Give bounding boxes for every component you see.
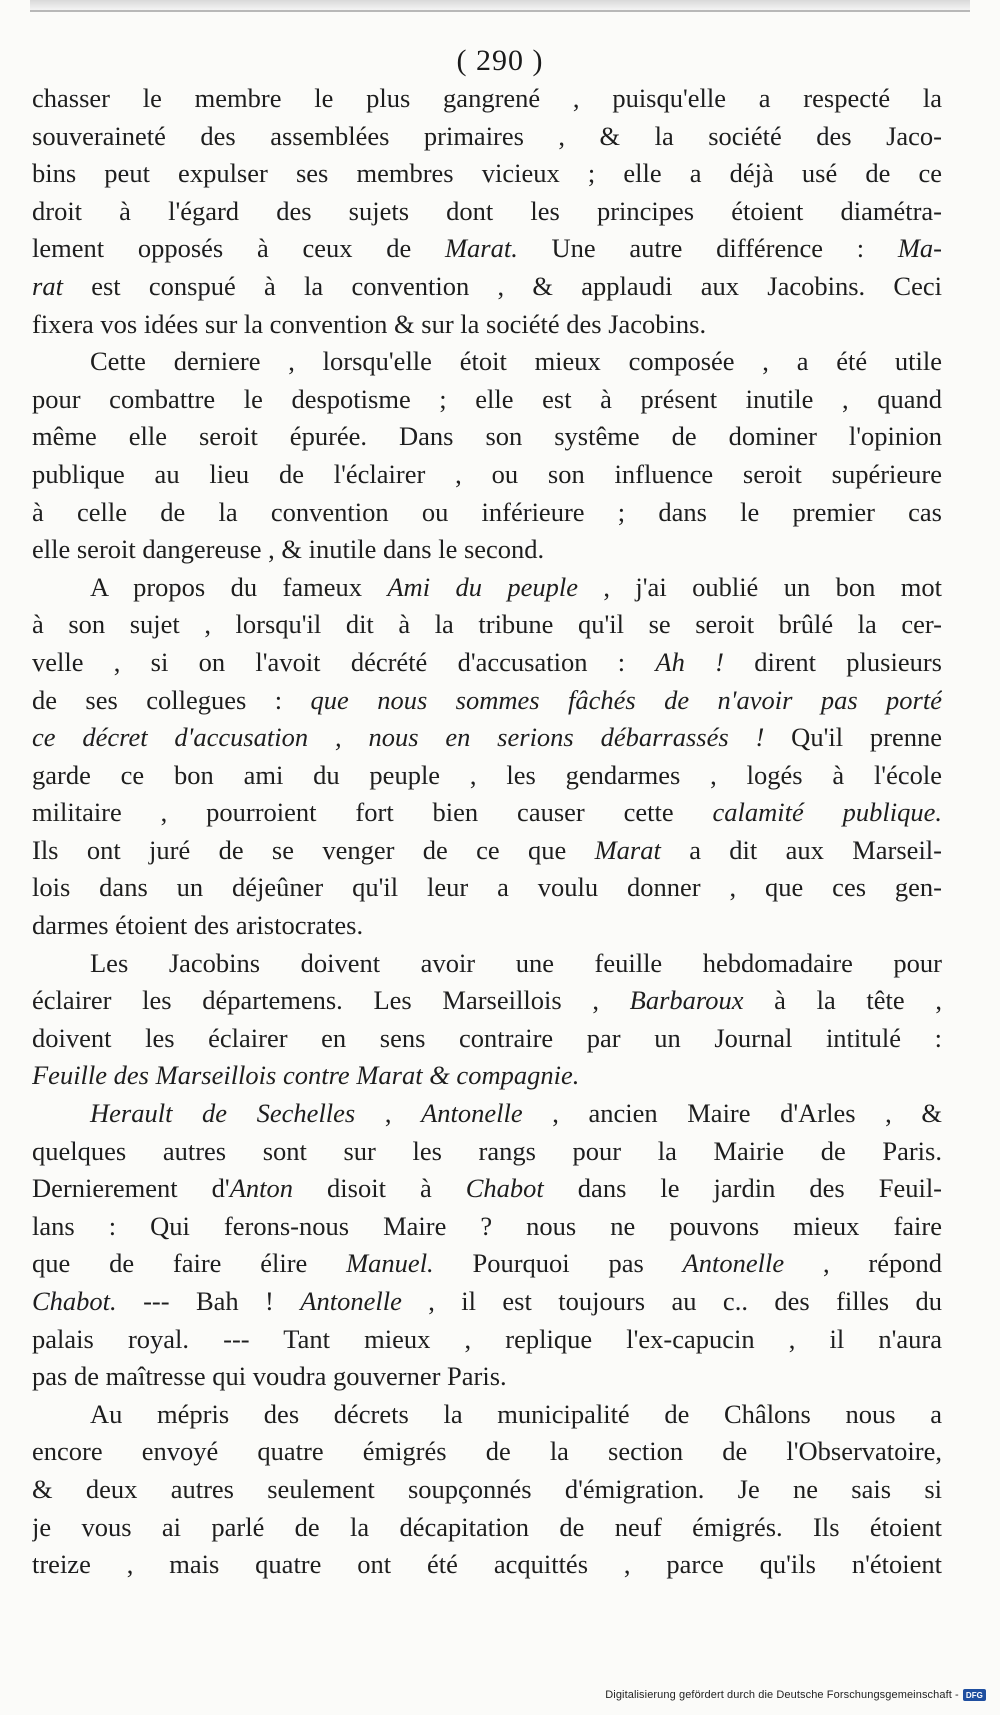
text-run: encore envoyé quatre émigrés de la section de l'Observatoire, <box>32 1436 942 1467</box>
body-text <box>32 80 942 1584</box>
italic-run: Herault de Sechelles <box>90 1098 356 1129</box>
text-line <box>32 606 942 644</box>
text-line <box>32 1170 942 1208</box>
text-run: chasser le membre le plus gangrené , puisqu'elle a respecté la <box>32 83 942 113</box>
text-line <box>32 1283 942 1321</box>
text-run: que de faire élire <box>32 1248 347 1279</box>
text-run: à celle de la convention ou inférieure ; dans le premier cas <box>32 496 942 527</box>
text-run: Dernierement d' <box>32 1173 230 1204</box>
text-run: Pourquoi pas <box>433 1248 683 1279</box>
italic-run: calamité publique. <box>712 797 942 828</box>
text-run: disoit à <box>293 1173 466 1204</box>
italic-run: Manuel. <box>346 1248 434 1279</box>
text-line <box>32 1321 942 1359</box>
italic-run: Chabot <box>465 1173 544 1204</box>
text-line <box>32 381 942 419</box>
text-line <box>32 794 942 832</box>
italic-run: Ami du peuple <box>387 571 578 602</box>
italic-run: que nous sommes fâchés de n'avoir pas porté <box>310 684 942 715</box>
text-line <box>32 193 942 231</box>
text-line <box>32 644 942 682</box>
text-line <box>32 1396 942 1434</box>
text-line <box>32 1057 942 1095</box>
text-line <box>32 1245 942 1283</box>
text-line <box>32 757 942 795</box>
text-line <box>32 118 942 156</box>
text-run: lement opposés à ceux de <box>32 233 445 264</box>
page-top-edge <box>30 0 970 12</box>
text-run: garde ce bon ami du peuple , les gendarmes , logés à l'école <box>32 759 942 790</box>
text-run: est conspué à la convention , & applaudi aux Jacobins. Ceci <box>62 270 942 301</box>
text-line <box>32 80 942 118</box>
text-line <box>32 306 942 344</box>
text-run: Les Jacobins doivent avoir une feuille hebdomadaire pour <box>90 947 942 978</box>
text-line <box>32 494 942 532</box>
text-line <box>32 268 942 306</box>
text-line <box>32 869 942 907</box>
text-run: quelques autres sont sur les rangs pour la Mairie de Paris. <box>32 1135 942 1166</box>
text-run: pas de maîtresse qui voudra gouverner Paris. <box>32 1361 507 1392</box>
footer <box>605 1689 986 1701</box>
text-line <box>32 1208 942 1246</box>
text-line <box>32 569 942 607</box>
text-run: dans le jardin des Feuil- <box>543 1173 942 1204</box>
page-number: ( 290 ) <box>456 44 544 77</box>
text-line <box>32 945 942 983</box>
text-line <box>32 1546 942 1584</box>
text-run: treize , mais quatre ont été acquittés , parce qu'ils n'étoient <box>32 1549 942 1580</box>
text-line <box>32 456 942 494</box>
text-run: a dit aux Marseil- <box>660 834 942 865</box>
text-run: lois dans un déjeûner qu'il leur a voulu donner , que ces gen- <box>32 872 942 903</box>
text-line <box>32 531 942 569</box>
text-run: Cette derniere , lorsqu'elle étoit mieux composée , a été utile <box>90 346 942 377</box>
text-run: Qu'il prenne <box>764 722 942 753</box>
text-line <box>32 418 942 456</box>
text-run: de ses collegues : <box>32 684 311 715</box>
text-run: Ils ont juré de se venger de ce que <box>32 834 595 865</box>
italic-run: rat <box>32 270 63 301</box>
text-line <box>32 1509 942 1547</box>
text-run: pour combattre le despotisme ; elle est à présent inutile , quand <box>32 383 942 414</box>
text-line <box>32 719 942 757</box>
text-run: , j'ai oublié un bon mot <box>578 571 942 602</box>
italic-run: Ma- <box>897 233 942 264</box>
text-run: , <box>355 1098 422 1129</box>
text-run: darmes étoient des aristocrates. <box>32 910 364 941</box>
text-run: A propos du fameux <box>90 571 388 602</box>
text-run: , il est toujours au c.. des filles du <box>401 1286 942 1316</box>
dfg-logo: DFG <box>963 1689 986 1701</box>
text-run: , ancien Maire d'Arles , & <box>522 1098 942 1129</box>
text-run: & deux autres seulement soupçonnés d'émigration. Je ne sais si <box>32 1473 942 1504</box>
text-line <box>32 682 942 720</box>
text-run: souveraineté des assemblées primaires , & la société des Jaco- <box>32 120 942 151</box>
text-line <box>32 1020 942 1058</box>
text-run: velle , si on l'avoit décrété d'accusation : <box>32 646 656 677</box>
text-line <box>32 1095 942 1133</box>
italic-run: Barbaroux <box>629 985 744 1016</box>
text-run: publique au lieu de l'éclairer , ou son influence seroit supérieure <box>32 458 942 489</box>
italic-run: Anton <box>229 1173 294 1204</box>
text-run: doivent les éclairer en sens contraire par un Journal intitulé : <box>32 1022 942 1053</box>
italic-run: ce décret d'accusation , nous en serions débarrassés ! <box>32 722 765 753</box>
text-line <box>32 1133 942 1171</box>
italic-run: Ah ! <box>655 646 724 677</box>
text-run: lans : Qui ferons-nous Maire ? nous ne pouvons mieux faire <box>32 1210 942 1241</box>
text-run: je vous ai parlé de la décapitation de neuf émigrés. Ils étoient <box>32 1511 942 1542</box>
text-line <box>32 982 942 1020</box>
text-line <box>32 907 942 945</box>
text-run: éclairer les départemens. Les Marseillois , <box>32 985 630 1016</box>
text-line <box>32 1358 942 1396</box>
digitization-credit: Digitalisierung gefördert durch die Deutsche Forschungsgemeinschaft - <box>605 1689 959 1701</box>
italic-run: Marat <box>594 834 661 865</box>
italic-run: Feuille des Marseillois contre Marat & compagnie. <box>32 1060 580 1091</box>
text-line <box>32 343 942 381</box>
text-run: Au mépris des décrets la municipalité de Châlons nous a <box>90 1398 942 1429</box>
text-run: palais royal. --- Tant mieux , replique l'ex-capucin , il n'aura <box>32 1323 942 1354</box>
text-line <box>32 230 942 268</box>
italic-run: Antonelle <box>421 1098 523 1129</box>
italic-run: Antonelle <box>682 1248 785 1279</box>
text-run: dirent plusieurs <box>723 646 942 677</box>
text-run: --- Bah ! <box>116 1286 301 1316</box>
text-line <box>32 1471 942 1509</box>
italic-run: Chabot. <box>32 1286 117 1316</box>
text-line <box>32 832 942 870</box>
text-run: à son sujet , lorsqu'il dit à la tribune qu'il se seroit brûlé la cer- <box>32 609 942 640</box>
text-run: fixera vos idées sur la convention & sur la société des Jacobins. <box>32 308 707 339</box>
text-run: à la tête , <box>743 985 942 1016</box>
text-run: droit à l'égard des sujets dont les principes étoient diamétra- <box>32 195 942 226</box>
text-run: Une autre différence : <box>517 233 898 264</box>
italic-run: Antonelle <box>300 1286 402 1316</box>
text-line <box>32 1433 942 1471</box>
text-run: militaire , pourroient fort bien causer cette <box>32 797 713 828</box>
text-line <box>32 155 942 193</box>
italic-run: Marat. <box>444 233 518 264</box>
text-run: bins peut expulser ses membres vicieux ; elle a déjà usé de ce <box>32 158 942 189</box>
text-run: même elle seroit épurée. Dans son systême de dominer l'opinion <box>32 421 942 452</box>
text-run: elle seroit dangereuse , & inutile dans le second. <box>32 534 545 565</box>
text-run: , répond <box>784 1248 942 1279</box>
